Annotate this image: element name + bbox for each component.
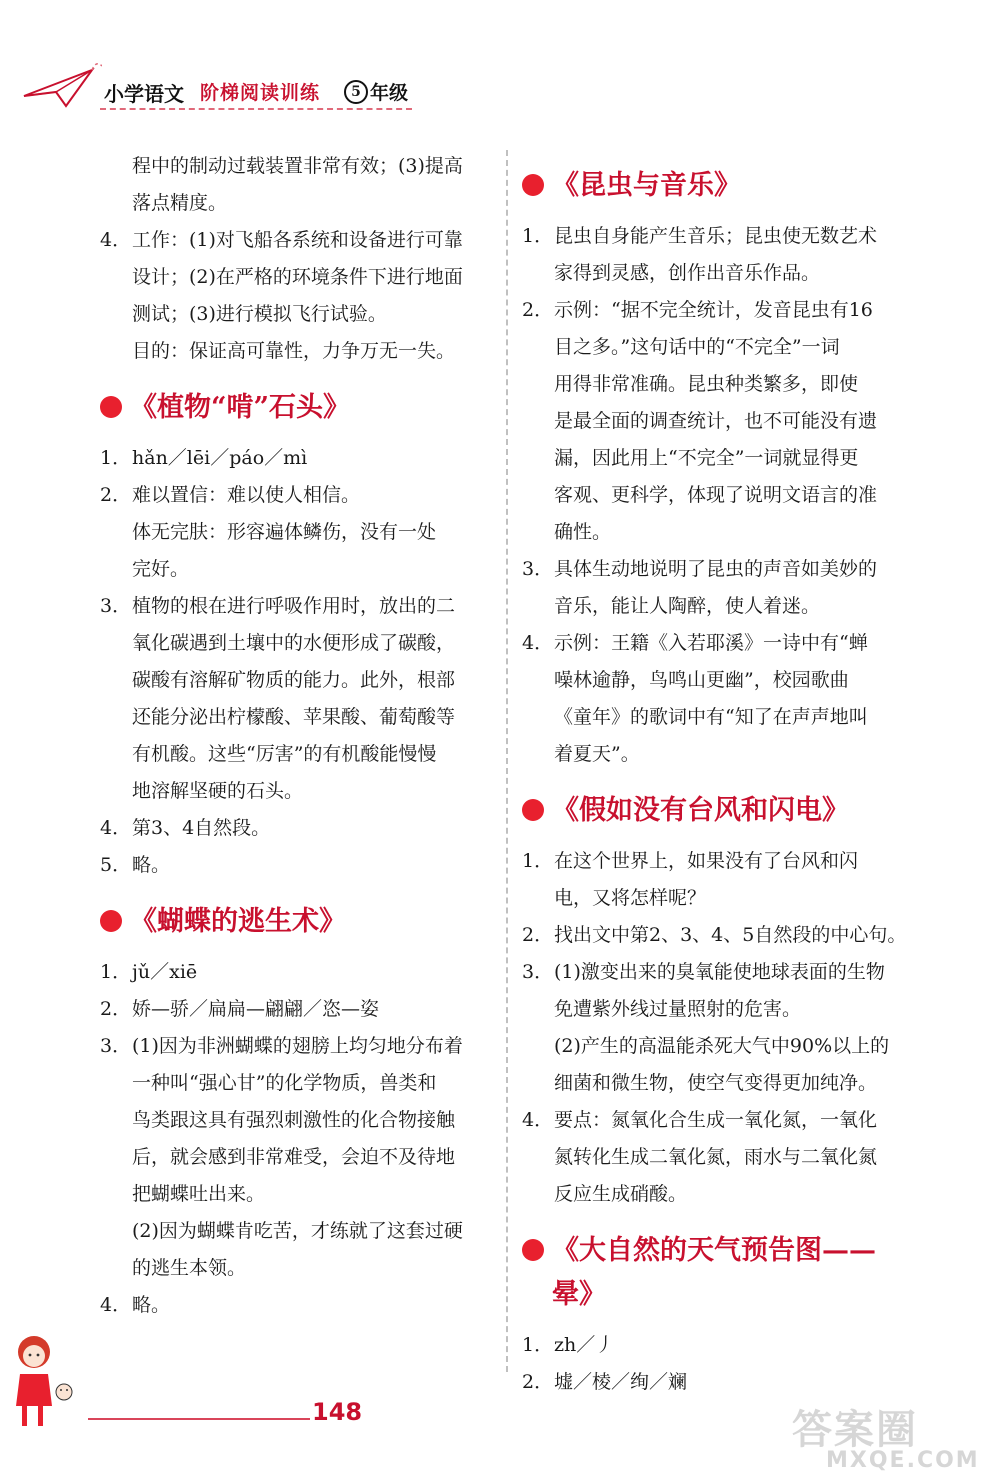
answer-line	[522, 292, 914, 329]
answer-text: 把蝴蝶吐出来。	[132, 1183, 266, 1205]
answer-line	[100, 222, 492, 259]
answer-text: (2)产生的高温能杀死大气中90%以上的	[554, 1035, 890, 1057]
section-title-text: 《蝴蝶的逃生术》	[130, 906, 346, 937]
answer-line	[522, 1364, 914, 1401]
answer-line	[522, 662, 914, 699]
answer-text: 家得到灵感，创作出音乐作品。	[554, 262, 821, 284]
answer-line	[522, 1139, 914, 1176]
item-number: 2．	[522, 1371, 554, 1393]
item-number: 1．	[522, 850, 554, 872]
answer-line	[522, 1065, 914, 1102]
answer-line	[100, 1065, 492, 1102]
answer-line	[522, 736, 914, 773]
answer-line	[100, 1250, 492, 1287]
answer-text: 后，就会感到非常难受，会迫不及待地	[132, 1146, 456, 1168]
answer-text: 用得非常准确。昆虫种类繁多，即使	[554, 373, 859, 395]
answer-text: 有机酸。这些“厉害”的有机酸能慢慢	[132, 743, 437, 765]
answer-text: 噪林逾静，鸟鸣山更幽”，校园歌曲	[554, 669, 849, 691]
answer-text: 确性。	[554, 521, 612, 543]
answer-line	[100, 736, 492, 773]
answer-text: 氮转化生成二氧化氮，雨水与二氧化氮	[554, 1146, 878, 1168]
answer-line	[522, 329, 914, 366]
section-title	[100, 386, 492, 430]
page-header	[0, 0, 1000, 120]
answer-text: 略。	[132, 854, 171, 876]
answer-line	[522, 699, 914, 736]
answer-line	[522, 588, 914, 625]
answer-text: 电，又将怎样呢？	[554, 887, 707, 909]
answer-text: 一种叫“强心甘”的化学物质，兽类和	[132, 1072, 437, 1094]
answer-line	[100, 477, 492, 514]
answer-line	[100, 662, 492, 699]
item-number: 1．	[100, 961, 132, 983]
item-number: 1．	[100, 447, 132, 469]
answer-text: 昆虫自身能产生音乐；昆虫使无数艺术	[554, 225, 878, 247]
bullet-dot-icon	[522, 1239, 544, 1261]
answer-text: 完好。	[132, 558, 190, 580]
item-number: 3．	[522, 961, 554, 983]
answer-text: (1)因为非洲蝴蝶的翅膀上均匀地分布着	[132, 1035, 463, 1057]
page-number: 148	[312, 1398, 363, 1426]
answer-line	[100, 440, 492, 477]
answer-line	[522, 1176, 914, 1213]
answer-line	[100, 185, 492, 222]
answer-text: 免遭紫外线过量照射的危害。	[554, 998, 802, 1020]
answer-line	[100, 259, 492, 296]
answer-text: 客观、更科学，体现了说明文语言的准	[554, 484, 878, 506]
answer-line	[100, 1213, 492, 1250]
answer-text: 具体生动地说明了昆虫的声音如美妙的	[554, 558, 878, 580]
item-number: 1．	[522, 225, 554, 247]
answer-line	[522, 917, 914, 954]
answer-line	[522, 366, 914, 403]
answer-line	[100, 625, 492, 662]
answer-text: 设计；(2)在严格的环境条件下进行地面	[132, 266, 463, 288]
answer-line	[522, 954, 914, 991]
answer-text: 反应生成硝酸。	[554, 1183, 688, 1205]
answer-text: 《童年》的歌词中有“知了在声声地叫	[554, 706, 868, 728]
item-number: 3．	[100, 595, 132, 617]
bullet-dot-icon	[100, 910, 122, 932]
answer-text: 落点精度。	[132, 192, 228, 214]
answer-text: 地溶解坚硬的石头。	[132, 780, 304, 802]
paper-plane-icon	[22, 62, 102, 112]
bullet-dot-icon	[522, 174, 544, 196]
answer-line	[522, 440, 914, 477]
item-number: 5．	[100, 854, 132, 876]
item-number: 3．	[100, 1035, 132, 1057]
answer-line	[522, 551, 914, 588]
section-title-text: 《昆虫与音乐》	[552, 170, 741, 201]
section-title-text: 《假如没有台风和闪电》	[552, 795, 849, 826]
answer-text: 细菌和微生物，使空气变得更加纯净。	[554, 1072, 878, 1094]
item-number: 4．	[522, 632, 554, 654]
answer-text: 氧化碳遇到土壤中的水便形成了碳酸，	[132, 632, 456, 654]
answer-text: 是最全面的调查统计，也不可能没有遗	[554, 410, 878, 432]
answer-text: 音乐，能让人陶醉，使人着迷。	[554, 595, 821, 617]
answer-text: 略。	[132, 1294, 171, 1316]
answer-text: 示例：“据不完全统计，发音昆虫有16	[554, 299, 873, 321]
watermark-bottom: MXQE.COM	[826, 1448, 980, 1473]
answer-text: 示例：王籍《入若耶溪》一诗中有“蝉	[554, 632, 868, 654]
item-number: 2．	[100, 998, 132, 1020]
answer-line	[100, 1176, 492, 1213]
item-number: 3．	[522, 558, 554, 580]
answer-line	[522, 880, 914, 917]
answer-line	[100, 847, 492, 884]
answer-text: jǔ／xiē	[132, 961, 198, 983]
answer-text: 鸟类跟这具有强烈刺激性的化合物接触	[132, 1109, 456, 1131]
item-number: 4．	[100, 229, 132, 251]
series-title: 阶梯阅读训练	[200, 82, 321, 104]
answer-line	[522, 514, 914, 551]
answer-text: 工作：(1)对飞船各系统和设备进行可靠	[132, 229, 463, 251]
column-divider	[506, 150, 508, 1372]
answer-line	[522, 477, 914, 514]
answer-text: 目的：保证高可靠性，力争万无一失。	[132, 340, 456, 362]
answer-line	[100, 514, 492, 551]
answer-text: 还能分泌出柠檬酸、苹果酸、葡萄酸等	[132, 706, 456, 728]
item-number: 1．	[522, 1334, 554, 1356]
answer-line	[522, 403, 914, 440]
item-number: 4．	[100, 1294, 132, 1316]
answer-text: 目之多。”这句话中的“不完全”一词	[554, 336, 840, 358]
answer-line	[100, 1028, 492, 1065]
section-title-text: 《植物“啃”石头》	[130, 392, 351, 423]
section-title	[522, 1229, 914, 1317]
bullet-dot-icon	[522, 799, 544, 821]
left-column	[100, 148, 492, 1324]
grade-label: 年级	[370, 82, 409, 104]
answer-line	[522, 218, 914, 255]
header-rule	[100, 108, 412, 110]
answer-text: (2)因为蝴蝶肯吃苦，才练就了这套过硬	[132, 1220, 463, 1242]
item-number: 4．	[522, 1109, 554, 1131]
item-number: 2．	[522, 924, 554, 946]
item-number: 2．	[100, 484, 132, 506]
answer-line	[100, 1102, 492, 1139]
answer-line	[100, 148, 492, 185]
section-title-text: 《大自然的天气预告图——	[552, 1235, 876, 1266]
answer-line	[522, 1102, 914, 1139]
answer-text: 体无完肤：形容遍体鳞伤，没有一处	[132, 521, 437, 543]
answer-text: 的逃生本领。	[132, 1257, 247, 1279]
answer-text: 难以置信：难以使人相信。	[132, 484, 361, 506]
answer-line	[522, 625, 914, 662]
answer-text: 找出文中第2、3、4、5自然段的中心句。	[554, 924, 907, 946]
answer-line	[100, 551, 492, 588]
brand-title: 小学语文	[104, 82, 184, 106]
grade-number: 5	[344, 80, 368, 104]
girl-mascot-icon	[6, 1330, 86, 1434]
answer-text: 娇—骄／扁扁—翩翩／恣—姿	[132, 998, 380, 1020]
answer-text: 程中的制动过载装置非常有效；(3)提高	[132, 155, 463, 177]
answer-line	[522, 991, 914, 1028]
footer-rule	[88, 1418, 310, 1420]
answer-text: hǎn／lēi／páo／mì	[132, 447, 308, 469]
item-number: 2．	[522, 299, 554, 321]
section-title	[522, 789, 914, 833]
answer-line	[100, 333, 492, 370]
answer-line	[100, 954, 492, 991]
answer-text: 漏，因此用上“不完全”一词就显得更	[554, 447, 859, 469]
answer-text: 碳酸有溶解矿物质的能力。此外，根部	[132, 669, 456, 691]
watermark-logo	[792, 1398, 992, 1476]
answer-text: 在这个世界上，如果没有了台风和闪	[554, 850, 859, 872]
answer-line	[100, 1139, 492, 1176]
answer-text: 墟／棱／绚／斓	[554, 1371, 688, 1393]
right-column	[522, 148, 914, 1401]
answer-line	[522, 1327, 914, 1364]
answer-text: 植物的根在进行呼吸作用时，放出的二	[132, 595, 456, 617]
answer-line	[522, 255, 914, 292]
answer-line	[100, 588, 492, 625]
section-title	[522, 164, 914, 208]
answer-text: zh／丿	[554, 1334, 615, 1356]
answer-line	[522, 843, 914, 880]
answer-line	[100, 1287, 492, 1324]
answer-line	[100, 699, 492, 736]
answer-line	[100, 773, 492, 810]
answer-text: 第3、4自然段。	[132, 817, 271, 839]
watermark-top: 答案圈	[792, 1407, 918, 1453]
answer-text: (1)激变出来的臭氧能使地球表面的生物	[554, 961, 885, 983]
answer-line	[100, 810, 492, 847]
answer-line	[100, 991, 492, 1028]
bullet-dot-icon	[100, 396, 122, 418]
answer-text: 着夏天”。	[554, 743, 640, 765]
answer-line	[100, 296, 492, 333]
section-title	[100, 900, 492, 944]
answer-text: 要点：氮氧化合生成一氧化氮，一氧化	[554, 1109, 878, 1131]
section-title-text: 晕》	[552, 1279, 606, 1310]
answer-text: 测试；(3)进行模拟飞行试验。	[132, 303, 387, 325]
item-number: 4．	[100, 817, 132, 839]
answer-line	[522, 1028, 914, 1065]
